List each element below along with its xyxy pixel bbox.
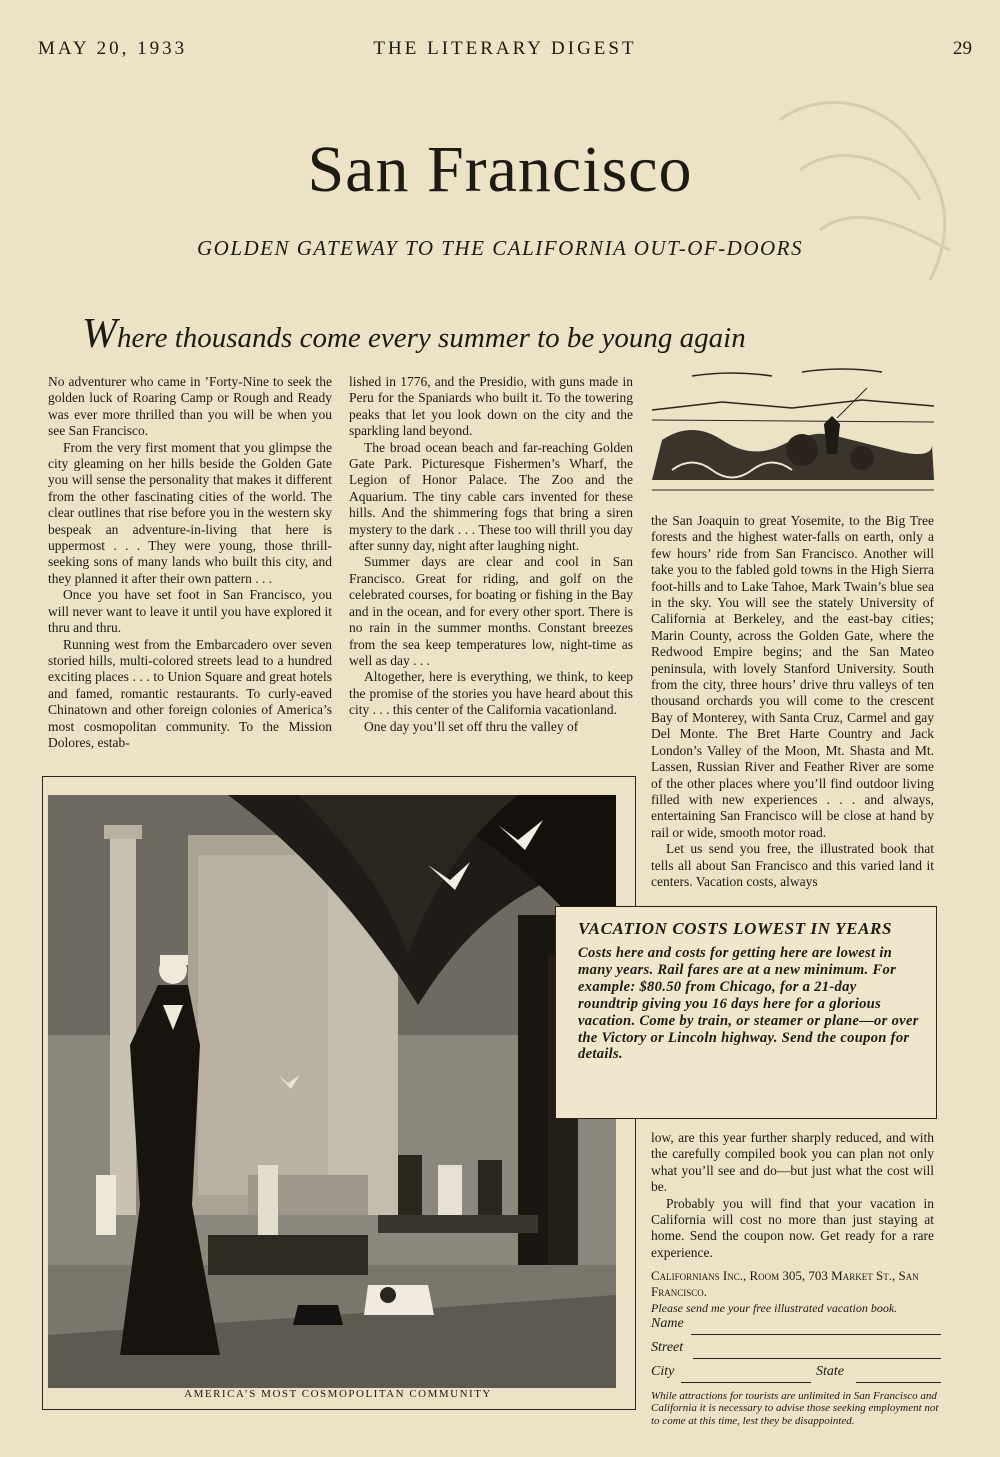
ad-subtitle: GOLDEN GATEWAY TO THE CALIFORNIA OUT-OF-DOORS [196,236,804,260]
name-line[interactable] [691,1334,941,1335]
promo-body: Costs here and costs for getting here are lowest in many years. Rail fares are at a new minimum. For example: $80.50 from Chicago, for a 21-day roundtrip giving you 16 days here for a glorious vacation. Come by train, or steamer or plane—or over the Victory or Lincoln highway. Send the coupon for details. [578,945,919,1063]
coupon-request: Please send me your free illustrated vacation book. [651,1301,898,1315]
name-label: Name [651,1316,684,1331]
illustration-art [48,795,616,1388]
vacation-costs-box [555,906,937,1119]
coupon-address: Californians Inc., Room 305, 703 Market St., San Francisco. [651,1268,919,1299]
tagline [82,310,746,358]
illustration-caption: AMERICA’S MOST COSMOPOLITAN COMMUNITY [184,1388,492,1400]
paragraph: the San Joaquin to great Yosemite, to the Big Tree forests and the highest water-falls on earth, only a few hours’ ride from San Francisco. Another will take you to the fabled gold towns in the High Sierra foot-hills and to Lake Tahoe, Mark Twain’s blue sea in the sky. You will see the stately University of California at Berkeley, and the east-bay cities; Marin County, across the Golden Gate, where the Redwood Empire begins; and the San Mateo peninsula, with lovely Stanford University. South from the city, three hours’ drive thru valleys of ten thousand orchards you will come to the crescent Bay of Monterey, with Santa Cruz, Carmel and gay Del Monte. The Bret Harte Country and Jack London’s Valley of the Moon, Mt. Shasta and Mt. Lassen, Russian River and Feather River are some of the other places where you’ll find outdoor living filled with new experiences . . . and always, entertaining San Francisco will be close at hand by rail or wide, smooth motor road. [651,513,934,840]
street-line[interactable] [693,1358,941,1359]
paragraph: Summer days are clear and cool in San Francisco. Great for riding, and golf on the celebrated courses, for boating or fishing in the Bay and in the ocean, and for every other sport. There is no rain in the summer months. Constant breezes from the sea keep temperatures low, night-time as well as day . . . [349,554,633,668]
employment-notice: While attractions for tourists are unlimited in San Francisco and California it is necessary to advise those seeking employment not to come at this time, lest they be disappointed. [651,1390,939,1427]
paragraph: No adventurer who came in ’Forty-Nine to seek the golden luck of Roaring Camp or Rough and Ready was ever more thrilled than you will be when you see San Francisco. [48,374,332,439]
union-square-illustration [48,795,616,1388]
paragraph: Let us send you free, the illustrated book that tells all about San Francisco and this varied land it centers. Vacation costs, always [651,841,934,889]
paragraph: The broad ocean beach and far-reaching Golden Gate Park. Picturesque Fishermen’s Wharf, the Legion of Honor Palace. The Zoo and the Aquarium. The tiny cable cars invented for these hills. And the shimmering fogs that bring a siren mystery to the dark . . . These too will thrill you day after sunny day, night after laughing night. [349,439,633,554]
paragraph: lished in 1776, and the Presidio, with guns made in Peru for the Spaniards who built it. To the towering peaks that let you look down on the city and the sparkling land beyond. [349,374,633,439]
street-label: Street [651,1340,684,1355]
magazine-name: THE LITERARY DIGEST [373,38,637,59]
coupon-city-state-field[interactable] [651,1364,941,1388]
tagline-initial: W [82,311,117,357]
city-line[interactable] [681,1382,811,1383]
paragraph: Altogether, here is everything, we think, to keep the promise of the stories you have heard about this city . . . this center of the California vacationland. [349,669,633,718]
coastal-sketch-illustration [652,360,934,500]
paragraph: From the very first moment that you glimpse the city gleaming on her hills beside the Golden Gate you will sense the personality that makes it different from the other fascinating cities of the world. The clear outlines that rise before you in the western sky bespeak an adventure-in-living that here is uppermost . . . They were young, those thrill-seeking sons of many lands who built this city, and they planned it after their own pattern . . . [48,439,332,586]
tagline-text: here thousands come every summer to be young again [117,322,746,354]
paragraph: Running west from the Embarcadero over seven storied hills, multi-colored streets lead to a hundred exciting places . . . to Union Square and great hotels and famed, romantic restaurants. To curly-eaved Chinatown and other foreign colonies of America’s most cosmopolitan community. To the Mission Dolores, estab- [48,636,332,750]
ad-title: San Francisco [307,133,693,206]
coupon-street-field[interactable] [651,1340,941,1364]
text-column-3 [651,513,934,890]
state-line[interactable] [856,1382,941,1383]
promo-heading: VACATION COSTS LOWEST IN YEARS [578,919,893,938]
city-label: City [651,1364,675,1379]
text-column-1 [48,374,332,751]
paragraph: low, are this year further sharply reduced, and with the carefully compiled book you can plan not only what you’ll see and do—but just what the cost will be. [651,1130,934,1195]
text-column-3-continued [651,1130,934,1261]
state-label: State [816,1364,844,1379]
issue-date: MAY 20, 1933 [38,38,188,59]
coupon-name-field[interactable] [651,1316,941,1340]
text-column-2 [349,374,633,735]
paragraph: Probably you will find that your vacation in California will cost no more than just staying at home. Send the coupon now. Get ready for a rare experience. [651,1195,934,1260]
paragraph: Once you have set foot in San Francisco, you will never want to leave it until you have explored it thru and thru. [48,587,332,636]
coupon [651,1268,941,1388]
paragraph: One day you’ll set off thru the valley of [364,718,579,734]
page-number: 29 [953,38,972,59]
page-header [38,38,972,68]
